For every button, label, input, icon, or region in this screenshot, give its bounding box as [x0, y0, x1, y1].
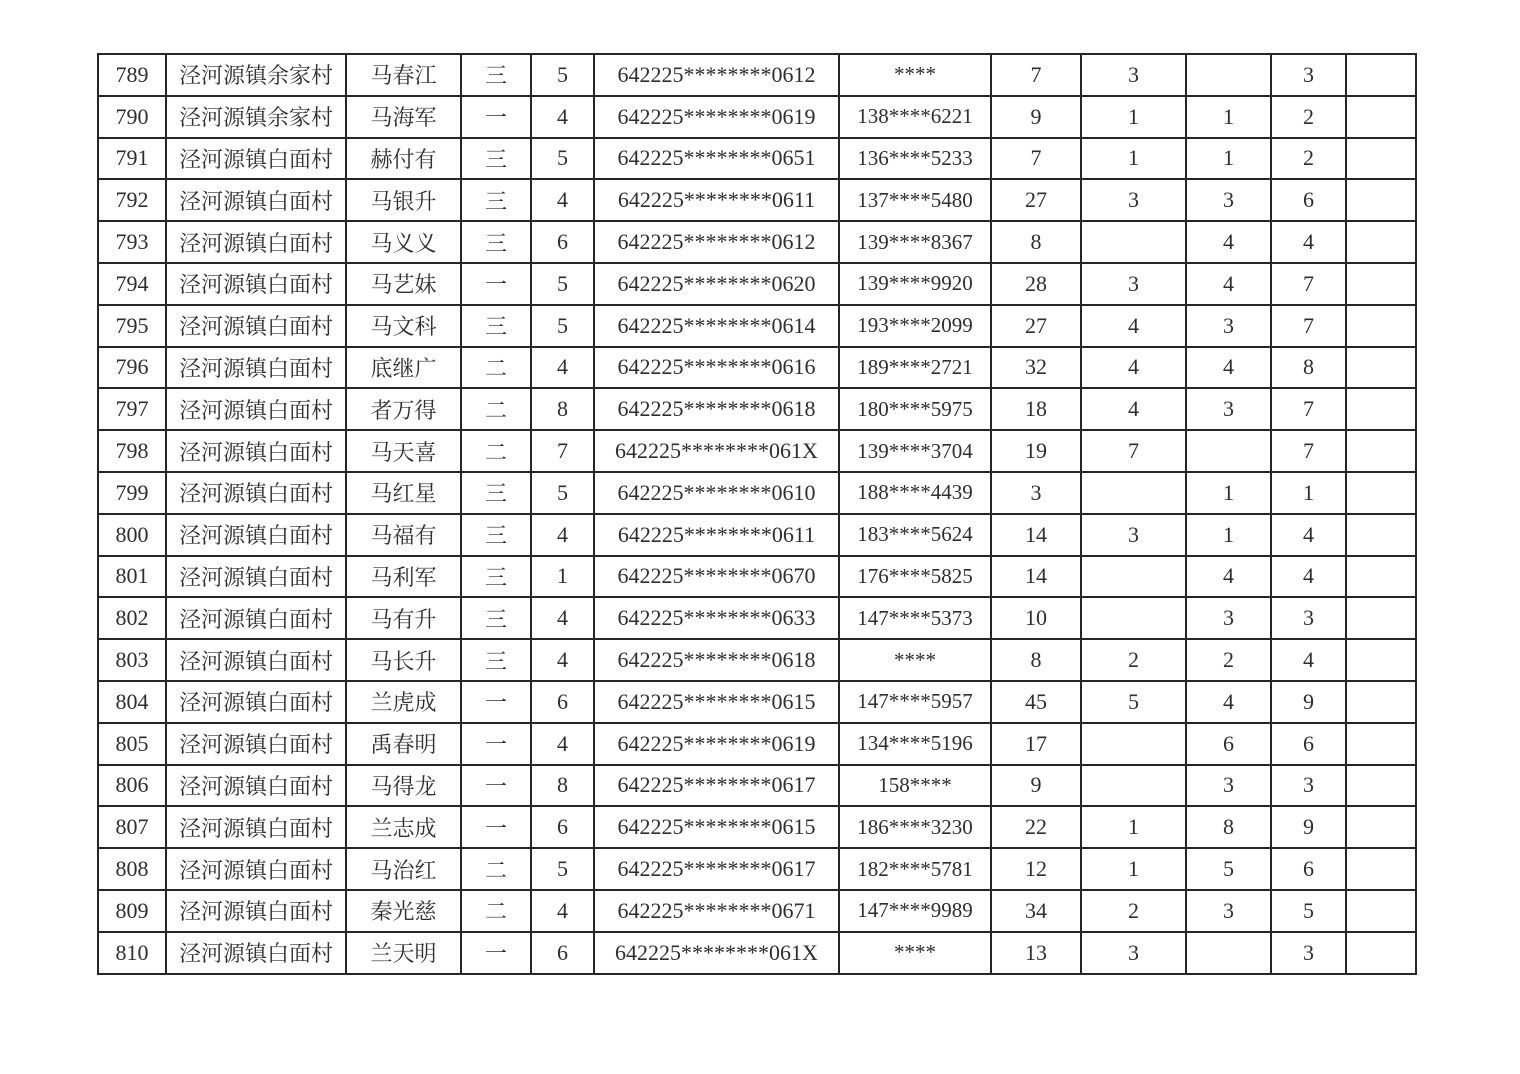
cell-value-4: 4 [1271, 221, 1346, 263]
cell-count: 6 [531, 806, 594, 848]
cell-value-1: 27 [991, 305, 1081, 347]
cell-name: 兰天明 [346, 932, 461, 974]
cell-id-number: 642225********0618 [594, 388, 839, 430]
cell-count: 5 [531, 848, 594, 890]
cell-id-number: 642225********061X [594, 430, 839, 472]
cell-value-3: 3 [1186, 890, 1271, 932]
cell-village: 泾河源镇白面村 [166, 347, 346, 389]
cell-id-number: 642225********0617 [594, 765, 839, 807]
cell-name: 马天喜 [346, 430, 461, 472]
cell-category: 三 [461, 305, 531, 347]
cell-name: 马艺妹 [346, 263, 461, 305]
cell-blank [1346, 347, 1416, 389]
cell-id-number: 642225********0614 [594, 305, 839, 347]
cell-category: 三 [461, 472, 531, 514]
cell-value-4: 2 [1271, 138, 1346, 180]
cell-phone: 189****2721 [839, 347, 991, 389]
cell-category: 二 [461, 848, 531, 890]
cell-value-1: 18 [991, 388, 1081, 430]
cell-name: 秦光慈 [346, 890, 461, 932]
cell-value-3: 4 [1186, 263, 1271, 305]
cell-value-4: 6 [1271, 848, 1346, 890]
cell-count: 8 [531, 765, 594, 807]
cell-category: 一 [461, 263, 531, 305]
cell-blank [1346, 305, 1416, 347]
cell-id-number: 642225********0633 [594, 597, 839, 639]
cell-id-number: 642225********0620 [594, 263, 839, 305]
cell-seq: 794 [98, 263, 166, 305]
cell-value-3: 1 [1186, 472, 1271, 514]
cell-village: 泾河源镇白面村 [166, 388, 346, 430]
cell-count: 4 [531, 514, 594, 556]
cell-name: 马利军 [346, 556, 461, 598]
cell-village: 泾河源镇余家村 [166, 54, 346, 96]
cell-category: 三 [461, 179, 531, 221]
cell-seq: 806 [98, 765, 166, 807]
cell-phone: 158**** [839, 765, 991, 807]
cell-id-number: 642225********0611 [594, 179, 839, 221]
cell-seq: 799 [98, 472, 166, 514]
cell-name: 者万得 [346, 388, 461, 430]
cell-id-number: 642225********0619 [594, 96, 839, 138]
records-table [97, 53, 1417, 975]
cell-value-1: 14 [991, 556, 1081, 598]
cell-value-4: 4 [1271, 514, 1346, 556]
cell-value-1: 45 [991, 681, 1081, 723]
cell-value-2 [1081, 723, 1186, 765]
cell-count: 4 [531, 723, 594, 765]
cell-value-2: 7 [1081, 430, 1186, 472]
cell-value-1: 34 [991, 890, 1081, 932]
table-row [98, 514, 1416, 556]
cell-id-number: 642225********0651 [594, 138, 839, 180]
cell-value-3: 4 [1186, 221, 1271, 263]
cell-id-number: 642225********0616 [594, 347, 839, 389]
table-row [98, 556, 1416, 598]
cell-phone: 136****5233 [839, 138, 991, 180]
cell-value-4: 6 [1271, 723, 1346, 765]
cell-value-3: 4 [1186, 347, 1271, 389]
cell-phone: 180****5975 [839, 388, 991, 430]
cell-value-1: 28 [991, 263, 1081, 305]
cell-name: 马海军 [346, 96, 461, 138]
cell-value-4: 7 [1271, 388, 1346, 430]
cell-value-1: 7 [991, 138, 1081, 180]
cell-seq: 792 [98, 179, 166, 221]
cell-value-2: 5 [1081, 681, 1186, 723]
cell-value-1: 7 [991, 54, 1081, 96]
cell-village: 泾河源镇白面村 [166, 597, 346, 639]
cell-count: 5 [531, 138, 594, 180]
cell-blank [1346, 597, 1416, 639]
cell-id-number: 642225********0670 [594, 556, 839, 598]
cell-count: 4 [531, 347, 594, 389]
cell-blank [1346, 263, 1416, 305]
cell-value-4: 7 [1271, 263, 1346, 305]
cell-id-number: 642225********0615 [594, 806, 839, 848]
cell-value-2: 1 [1081, 806, 1186, 848]
cell-id-number: 642225********0618 [594, 639, 839, 681]
cell-seq: 790 [98, 96, 166, 138]
cell-name: 马红星 [346, 472, 461, 514]
cell-seq: 810 [98, 932, 166, 974]
cell-value-1: 13 [991, 932, 1081, 974]
cell-village: 泾河源镇白面村 [166, 848, 346, 890]
cell-count: 4 [531, 639, 594, 681]
cell-value-4: 7 [1271, 305, 1346, 347]
table-row [98, 472, 1416, 514]
cell-count: 5 [531, 305, 594, 347]
cell-count: 4 [531, 179, 594, 221]
cell-phone: **** [839, 932, 991, 974]
cell-blank [1346, 472, 1416, 514]
cell-value-1: 32 [991, 347, 1081, 389]
cell-name: 马有升 [346, 597, 461, 639]
cell-blank [1346, 388, 1416, 430]
table-row [98, 681, 1416, 723]
cell-blank [1346, 639, 1416, 681]
cell-value-3: 3 [1186, 597, 1271, 639]
cell-count: 4 [531, 890, 594, 932]
cell-id-number: 642225********0612 [594, 221, 839, 263]
cell-name: 马得龙 [346, 765, 461, 807]
cell-value-2: 3 [1081, 263, 1186, 305]
cell-value-3: 1 [1186, 138, 1271, 180]
cell-seq: 809 [98, 890, 166, 932]
cell-value-3: 3 [1186, 388, 1271, 430]
cell-value-4: 3 [1271, 765, 1346, 807]
cell-category: 三 [461, 54, 531, 96]
cell-count: 6 [531, 932, 594, 974]
cell-value-1: 19 [991, 430, 1081, 472]
cell-phone: 147****9989 [839, 890, 991, 932]
cell-blank [1346, 681, 1416, 723]
cell-seq: 808 [98, 848, 166, 890]
cell-value-3: 4 [1186, 556, 1271, 598]
cell-id-number: 642225********0617 [594, 848, 839, 890]
cell-village: 泾河源镇白面村 [166, 765, 346, 807]
document-page [97, 53, 1417, 975]
cell-category: 三 [461, 514, 531, 556]
cell-name: 马文科 [346, 305, 461, 347]
cell-phone: **** [839, 54, 991, 96]
cell-value-2 [1081, 597, 1186, 639]
cell-seq: 791 [98, 138, 166, 180]
cell-value-2: 2 [1081, 639, 1186, 681]
cell-value-4: 8 [1271, 347, 1346, 389]
cell-id-number: 642225********0610 [594, 472, 839, 514]
cell-id-number: 642225********0612 [594, 54, 839, 96]
cell-count: 8 [531, 388, 594, 430]
cell-phone: 139****9920 [839, 263, 991, 305]
cell-village: 泾河源镇白面村 [166, 472, 346, 514]
cell-value-4: 9 [1271, 806, 1346, 848]
cell-value-2: 3 [1081, 514, 1186, 556]
cell-value-2: 3 [1081, 54, 1186, 96]
cell-id-number: 642225********0611 [594, 514, 839, 556]
cell-blank [1346, 556, 1416, 598]
table-row [98, 430, 1416, 472]
cell-value-3: 1 [1186, 514, 1271, 556]
cell-seq: 805 [98, 723, 166, 765]
table-row [98, 639, 1416, 681]
cell-value-2 [1081, 472, 1186, 514]
cell-village: 泾河源镇白面村 [166, 514, 346, 556]
cell-count: 4 [531, 597, 594, 639]
cell-category: 三 [461, 138, 531, 180]
table-row [98, 890, 1416, 932]
cell-name: 兰虎成 [346, 681, 461, 723]
cell-name: 马春江 [346, 54, 461, 96]
cell-seq: 793 [98, 221, 166, 263]
cell-phone: 182****5781 [839, 848, 991, 890]
cell-id-number: 642225********0615 [594, 681, 839, 723]
cell-value-3: 8 [1186, 806, 1271, 848]
cell-phone: 193****2099 [839, 305, 991, 347]
cell-value-3 [1186, 430, 1271, 472]
table-row [98, 723, 1416, 765]
cell-category: 二 [461, 388, 531, 430]
cell-count: 5 [531, 54, 594, 96]
cell-value-2: 3 [1081, 932, 1186, 974]
cell-village: 泾河源镇余家村 [166, 96, 346, 138]
cell-village: 泾河源镇白面村 [166, 932, 346, 974]
cell-seq: 795 [98, 305, 166, 347]
cell-blank [1346, 723, 1416, 765]
cell-phone: 139****3704 [839, 430, 991, 472]
cell-value-4: 2 [1271, 96, 1346, 138]
cell-value-1: 8 [991, 221, 1081, 263]
cell-value-2 [1081, 221, 1186, 263]
cell-category: 一 [461, 681, 531, 723]
cell-category: 三 [461, 221, 531, 263]
cell-seq: 807 [98, 806, 166, 848]
cell-value-2: 4 [1081, 347, 1186, 389]
table-row [98, 263, 1416, 305]
cell-village: 泾河源镇白面村 [166, 723, 346, 765]
cell-count: 5 [531, 472, 594, 514]
cell-phone: 147****5957 [839, 681, 991, 723]
cell-value-3 [1186, 54, 1271, 96]
cell-value-4: 4 [1271, 556, 1346, 598]
cell-name: 马治红 [346, 848, 461, 890]
cell-value-2 [1081, 765, 1186, 807]
cell-phone: 134****5196 [839, 723, 991, 765]
cell-phone: 188****4439 [839, 472, 991, 514]
cell-blank [1346, 932, 1416, 974]
cell-value-2: 4 [1081, 305, 1186, 347]
table-row [98, 806, 1416, 848]
cell-category: 三 [461, 597, 531, 639]
cell-value-3: 3 [1186, 179, 1271, 221]
cell-value-2: 3 [1081, 179, 1186, 221]
cell-value-1: 10 [991, 597, 1081, 639]
cell-value-2 [1081, 556, 1186, 598]
cell-phone: 176****5825 [839, 556, 991, 598]
cell-village: 泾河源镇白面村 [166, 138, 346, 180]
cell-seq: 801 [98, 556, 166, 598]
cell-village: 泾河源镇白面村 [166, 556, 346, 598]
cell-value-3 [1186, 932, 1271, 974]
cell-value-3: 5 [1186, 848, 1271, 890]
cell-village: 泾河源镇白面村 [166, 681, 346, 723]
cell-count: 6 [531, 681, 594, 723]
cell-value-1: 3 [991, 472, 1081, 514]
cell-value-4: 1 [1271, 472, 1346, 514]
cell-seq: 804 [98, 681, 166, 723]
table-row [98, 848, 1416, 890]
cell-phone: 147****5373 [839, 597, 991, 639]
cell-value-3: 3 [1186, 765, 1271, 807]
cell-value-1: 12 [991, 848, 1081, 890]
cell-blank [1346, 514, 1416, 556]
table-row [98, 138, 1416, 180]
table-row [98, 597, 1416, 639]
cell-name: 赫付有 [346, 138, 461, 180]
cell-category: 一 [461, 723, 531, 765]
cell-blank [1346, 138, 1416, 180]
cell-blank [1346, 221, 1416, 263]
cell-seq: 800 [98, 514, 166, 556]
cell-category: 一 [461, 806, 531, 848]
table-row [98, 305, 1416, 347]
cell-village: 泾河源镇白面村 [166, 263, 346, 305]
cell-blank [1346, 179, 1416, 221]
cell-value-4: 3 [1271, 597, 1346, 639]
cell-value-2: 4 [1081, 388, 1186, 430]
cell-blank [1346, 430, 1416, 472]
cell-value-1: 14 [991, 514, 1081, 556]
cell-name: 马银升 [346, 179, 461, 221]
cell-name: 马福有 [346, 514, 461, 556]
cell-value-1: 9 [991, 96, 1081, 138]
cell-phone: **** [839, 639, 991, 681]
cell-blank [1346, 54, 1416, 96]
cell-value-3: 2 [1186, 639, 1271, 681]
cell-value-4: 5 [1271, 890, 1346, 932]
cell-id-number: 642225********061X [594, 932, 839, 974]
cell-category: 一 [461, 932, 531, 974]
table-row [98, 932, 1416, 974]
cell-count: 6 [531, 221, 594, 263]
table-row [98, 179, 1416, 221]
cell-count: 4 [531, 96, 594, 138]
cell-phone: 138****6221 [839, 96, 991, 138]
cell-category: 二 [461, 347, 531, 389]
table-row [98, 347, 1416, 389]
cell-blank [1346, 848, 1416, 890]
table-row [98, 221, 1416, 263]
cell-seq: 797 [98, 388, 166, 430]
cell-category: 二 [461, 890, 531, 932]
cell-seq: 789 [98, 54, 166, 96]
cell-blank [1346, 765, 1416, 807]
cell-village: 泾河源镇白面村 [166, 179, 346, 221]
cell-name: 马长升 [346, 639, 461, 681]
cell-value-2: 1 [1081, 848, 1186, 890]
cell-id-number: 642225********0671 [594, 890, 839, 932]
cell-value-4: 7 [1271, 430, 1346, 472]
cell-village: 泾河源镇白面村 [166, 305, 346, 347]
cell-village: 泾河源镇白面村 [166, 806, 346, 848]
cell-seq: 798 [98, 430, 166, 472]
cell-value-1: 8 [991, 639, 1081, 681]
cell-blank [1346, 96, 1416, 138]
cell-value-4: 9 [1271, 681, 1346, 723]
cell-value-1: 17 [991, 723, 1081, 765]
cell-name: 兰志成 [346, 806, 461, 848]
cell-blank [1346, 806, 1416, 848]
cell-value-3: 3 [1186, 305, 1271, 347]
cell-value-4: 6 [1271, 179, 1346, 221]
cell-village: 泾河源镇白面村 [166, 430, 346, 472]
cell-seq: 796 [98, 347, 166, 389]
cell-value-4: 4 [1271, 639, 1346, 681]
cell-phone: 137****5480 [839, 179, 991, 221]
cell-category: 二 [461, 430, 531, 472]
cell-value-4: 3 [1271, 54, 1346, 96]
cell-category: 一 [461, 765, 531, 807]
cell-value-3: 1 [1186, 96, 1271, 138]
cell-count: 1 [531, 556, 594, 598]
cell-value-2: 1 [1081, 96, 1186, 138]
cell-village: 泾河源镇白面村 [166, 890, 346, 932]
cell-phone: 139****8367 [839, 221, 991, 263]
cell-category: 三 [461, 639, 531, 681]
cell-value-2: 1 [1081, 138, 1186, 180]
cell-seq: 802 [98, 597, 166, 639]
cell-name: 底继广 [346, 347, 461, 389]
cell-phone: 186****3230 [839, 806, 991, 848]
cell-count: 7 [531, 430, 594, 472]
cell-value-2: 2 [1081, 890, 1186, 932]
cell-phone: 183****5624 [839, 514, 991, 556]
cell-value-1: 22 [991, 806, 1081, 848]
table-row [98, 96, 1416, 138]
cell-value-4: 3 [1271, 932, 1346, 974]
table-row [98, 765, 1416, 807]
cell-name: 马义义 [346, 221, 461, 263]
cell-category: 三 [461, 556, 531, 598]
cell-village: 泾河源镇白面村 [166, 221, 346, 263]
cell-value-3: 6 [1186, 723, 1271, 765]
cell-name: 禹春明 [346, 723, 461, 765]
cell-value-3: 4 [1186, 681, 1271, 723]
cell-value-1: 9 [991, 765, 1081, 807]
cell-value-1: 27 [991, 179, 1081, 221]
cell-village: 泾河源镇白面村 [166, 639, 346, 681]
cell-id-number: 642225********0619 [594, 723, 839, 765]
table-row [98, 54, 1416, 96]
cell-seq: 803 [98, 639, 166, 681]
cell-category: 一 [461, 96, 531, 138]
table-body [98, 54, 1416, 974]
table-row [98, 388, 1416, 430]
cell-blank [1346, 890, 1416, 932]
cell-count: 5 [531, 263, 594, 305]
